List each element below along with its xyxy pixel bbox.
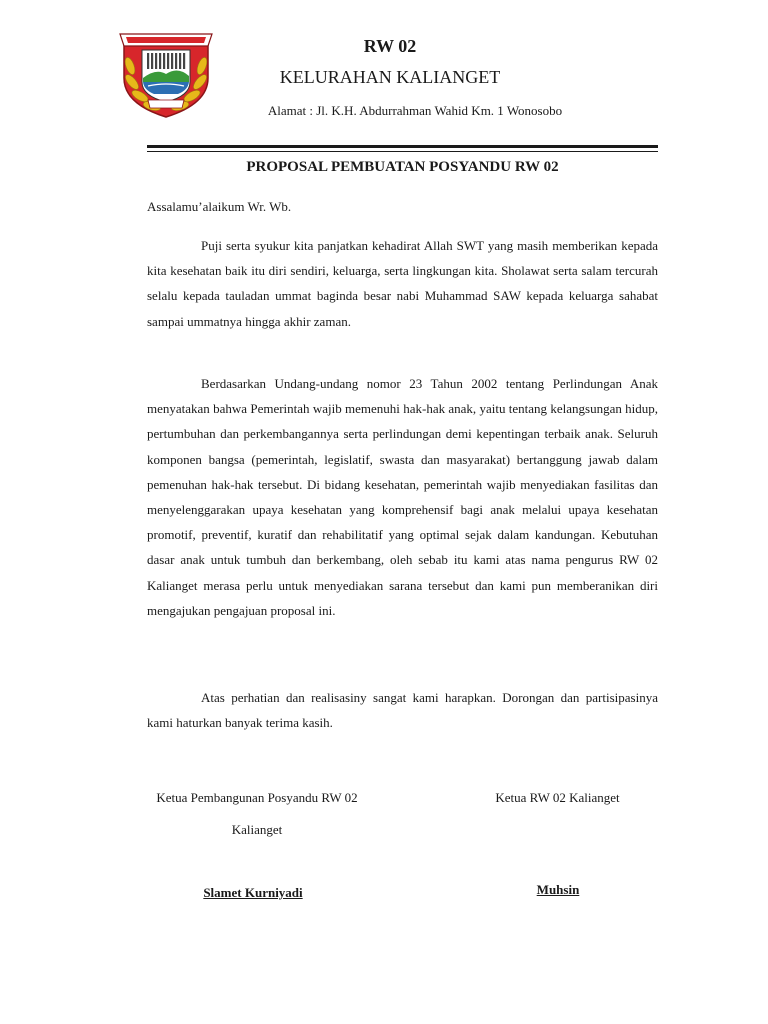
organization-address: Alamat : Jl. K.H. Abdurrahman Wahid Km. 1 Wonosobo [267, 103, 563, 118]
signature-left-title-line1: Ketua Pembangunan Posyandu RW 02 [156, 790, 358, 805]
letterhead-divider-thin [147, 151, 658, 152]
letterhead-divider-thick [147, 145, 658, 148]
greeting-text: Assalamu’alaikum Wr. Wb. [147, 199, 292, 214]
organization-subtitle: KELURAHAN KALIANGET [279, 67, 501, 87]
signature-left-name: Slamet Kurniyadi [203, 885, 303, 900]
paragraph-opening: Puji serta syukur kita panjatkan kehadirat Allah SWT yang masih memberikan kepada kita kesehatan baik itu diri sendiri, keluarga, serta lingkungan kita. Sholawat serta salam tercurah selalu kepada tauladan ummat baginda besar nabi Muhammad SAW kepada keluarga sahabat sampai ummatnya hingga akhir zaman. [147, 238, 658, 329]
signature-right-name: Muhsin [536, 882, 580, 897]
signature-left-title-line2: Kalianget [231, 822, 283, 837]
organization-name: RW 02 [363, 36, 417, 56]
document-title: PROPOSAL PEMBUATAN POSYANDU RW 02 [246, 159, 559, 175]
paragraph-background: Berdasarkan Undang-undang nomor 23 Tahun 2002 tentang Perlindungan Anak menyatakan bahwa Pemerintah wajib memenuhi hak-hak anak, yaitu tentang kelangsungan hidup, pertumbuhan dan perkembangannya serta perlindungan demi kepentingan terbaik anak. Seluruh komponen bangsa (pemerintah, legislatif, swasta dan masyarakat) bertanggung jawab dalam pemenuhan hak-hak tersebut. Di bidang kesehatan, pemerintah wajib menyediakan fasilitas dan menyelenggarakan upaya kesehatan yang komprehensif bagi anak melalui upaya kesehatan promotif, preventif, kuratif dan rehabilitatif yang optimal sejak dalam kandungan. Kebutuhan dasar anak untuk tumbuh dan berkembang, oleh sebab itu kami atas nama pengurus RW 02 Kalianget merasa perlu untuk menyediakan sarana tersebut dan kami pun memberanikan diri mengajukan pengajuan proposal ini. [147, 376, 658, 618]
signature-left-title [128, 782, 386, 846]
signature-right-title: Ketua RW 02 Kalianget [495, 790, 620, 805]
paragraph-closing: Atas perhatian dan realisasiny sangat kami harapkan. Dorongan dan partisipasinya kami haturkan banyak terima kasih. [147, 690, 658, 731]
